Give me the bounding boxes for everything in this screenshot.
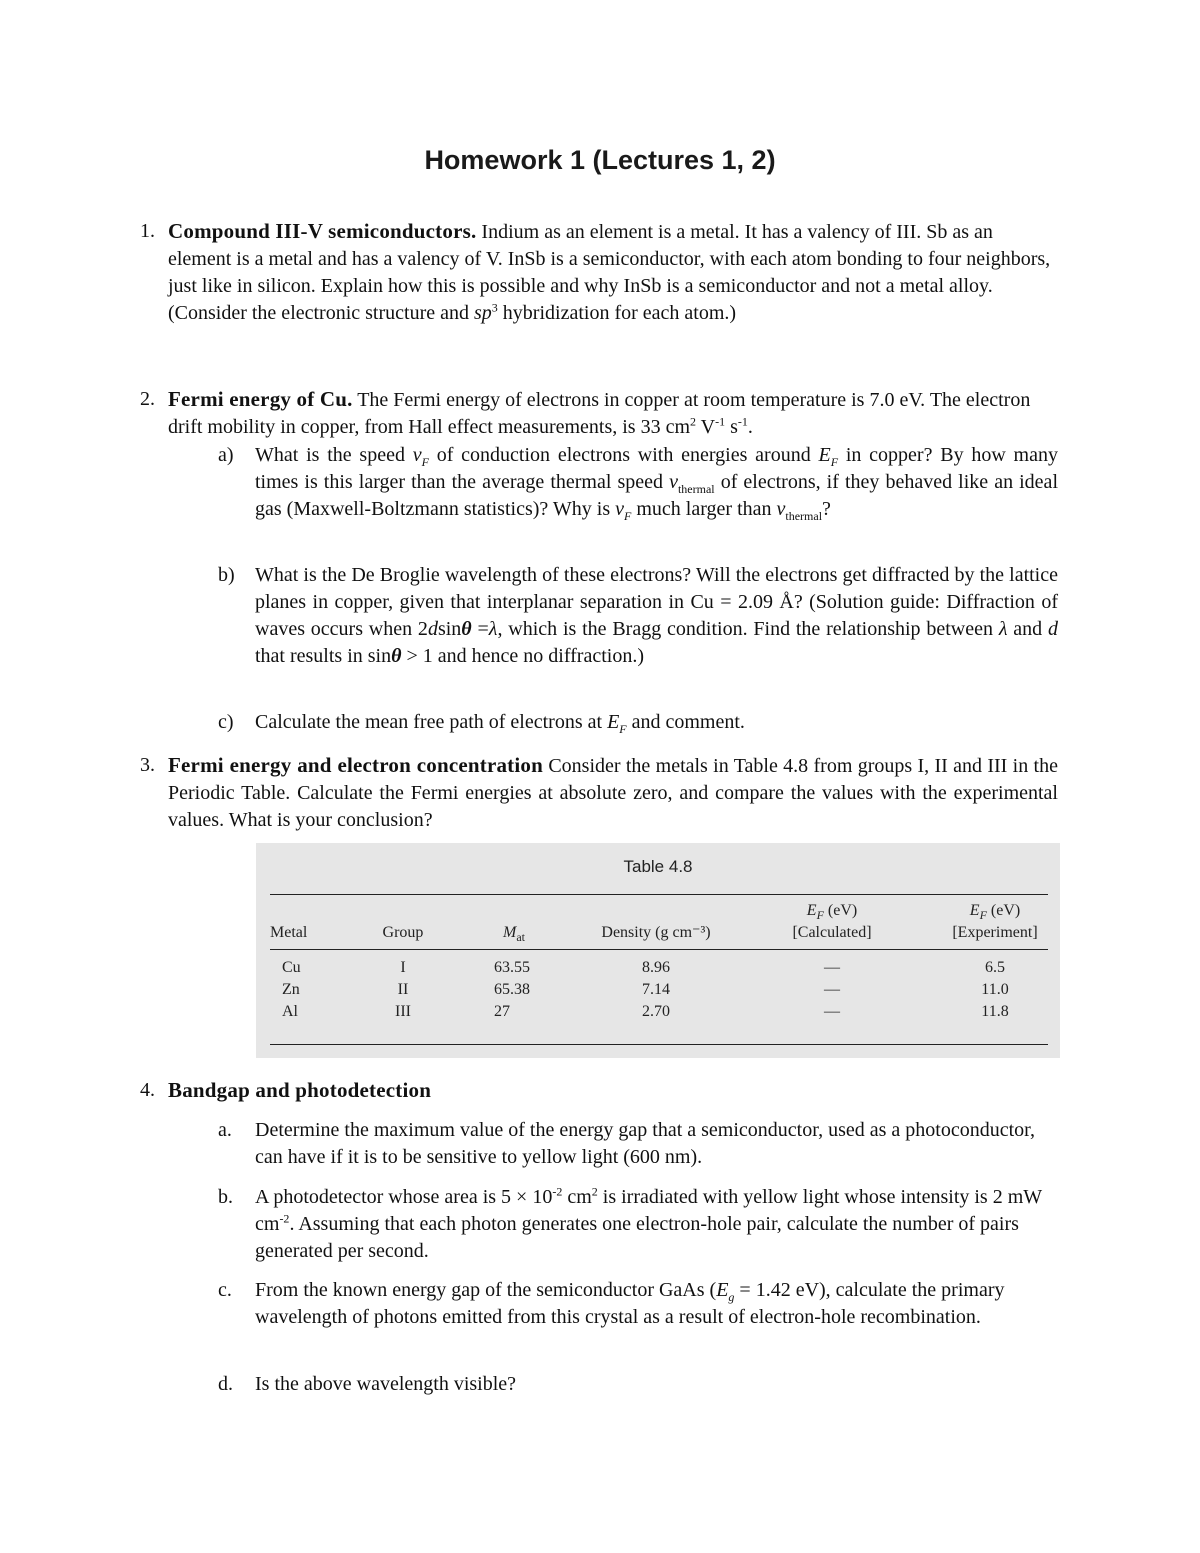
question-2-number: 2. <box>140 388 155 410</box>
unit-text: V <box>696 416 716 438</box>
question-4a-label: a. <box>218 1119 232 1141</box>
symbol-e: E <box>716 1279 729 1301</box>
header-metal: Metal <box>270 924 308 941</box>
subscript-f: F <box>830 455 839 469</box>
page-title: Homework 1 (Lectures 1, 2) <box>424 145 776 175</box>
question-2-intro: The Fermi energy of electrons in copper at room temperature is 7.0 eV. The electron drift mobility in copper, from Hall effect measurements, is 33 cm <box>168 389 1031 438</box>
question-2b-text <box>255 562 1058 670</box>
cell-group: I <box>400 959 406 976</box>
question-2a-text <box>255 442 1058 523</box>
question-2-body <box>168 386 1058 441</box>
cell-density: 7.14 <box>642 981 670 998</box>
text-run: = 1.42 eV), calculate the primary wavelength of photons emitted from this crystal as a result of electron-hole recombination. <box>255 1279 1005 1328</box>
cell-calculated: — <box>824 959 840 976</box>
question-4c-label: c. <box>218 1279 232 1301</box>
question-1-body <box>168 218 1058 327</box>
cell-mat: 27 <box>494 1003 510 1020</box>
text-run: = <box>471 618 489 640</box>
cell-calculated: — <box>824 1003 840 1020</box>
sp-term: sp <box>474 302 492 324</box>
question-2c-text <box>255 709 1058 736</box>
symbol-e: E <box>607 711 620 733</box>
subscript-f: F <box>624 509 632 523</box>
exponent: -2 <box>552 1184 563 1199</box>
subscript-f: F <box>816 908 824 923</box>
table-bottom-rule <box>270 1044 1048 1045</box>
question-4d-text: Is the above wavelength visible? <box>255 1373 517 1395</box>
symbol-e: E <box>818 444 831 466</box>
question-3-heading: Fermi energy and electron concentration <box>168 753 543 777</box>
subscript-at: at <box>516 930 525 945</box>
cell-calculated: — <box>824 981 840 998</box>
unit-text: (eV) <box>986 902 1021 919</box>
question-2-heading: Fermi energy of Cu. <box>168 387 353 411</box>
text-run: From the known energy gap of the semiconductor GaAs ( <box>255 1279 717 1301</box>
subscript-f: F <box>979 908 987 923</box>
question-4b-text <box>255 1184 1058 1265</box>
unit-superscript: -1 <box>715 414 726 429</box>
header-line: [Calculated] <box>792 924 872 941</box>
sp-superscript: 3 <box>491 300 498 315</box>
question-1-text-end: hybridization for each atom.) <box>497 302 737 324</box>
symbol-v: v <box>776 498 786 520</box>
question-1-number: 1. <box>140 220 155 242</box>
subscript-f: F <box>421 455 429 469</box>
question-4b-label: b. <box>218 1186 233 1208</box>
symbol-lambda: λ <box>488 618 498 640</box>
symbol-theta: θ <box>391 645 402 667</box>
text-run: . Assuming that each photon generates one electron-hole pair, calculate the number of pairs generated per second. <box>255 1213 1019 1262</box>
text-run: sin <box>437 618 462 640</box>
symbol-v: v <box>615 498 625 520</box>
unit-superscript: 2 <box>690 414 697 429</box>
unit-text: . <box>747 416 753 438</box>
symbol-theta: θ <box>461 618 472 640</box>
cell-density: 8.96 <box>642 959 670 976</box>
text-run: ? <box>822 498 831 520</box>
symbol-v: v <box>412 444 422 466</box>
cell-group: III <box>395 1003 411 1020</box>
unit-text: (eV) <box>823 902 858 919</box>
text-run: in copper? By how many times is this larger than the average thermal speed <box>255 444 1058 493</box>
header-density: Density (g cm⁻³) <box>601 924 711 941</box>
subscript-thermal: thermal <box>785 509 823 523</box>
exponent: 2 <box>591 1184 598 1199</box>
cell-density: 2.70 <box>642 1003 670 1020</box>
text-run: and comment. <box>626 711 745 733</box>
text-run: of conduction electrons with energies around <box>428 444 819 466</box>
text-run: that results in sin <box>255 645 392 667</box>
question-3-text: Consider the metals in Table 4.8 from groups I, II and III in the Periodic Table. Calculate the Fermi energies at absolute zero, and compare the values with the experimental values. What is your conclusion? <box>168 755 1058 831</box>
cell-metal: Zn <box>282 981 300 998</box>
cell-mat: 63.55 <box>494 959 530 976</box>
question-2b-label: b) <box>218 564 235 586</box>
text-run: much larger than <box>631 498 777 520</box>
question-2c-label: c) <box>218 711 234 733</box>
cell-metal: Al <box>282 1003 298 1020</box>
table-top-rule <box>270 894 1048 895</box>
text-run: A photodetector whose area is 5 × 10 <box>255 1186 553 1208</box>
question-4-number: 4. <box>140 1079 155 1101</box>
text-run: and <box>1007 618 1048 640</box>
cell-mat: 65.38 <box>494 981 530 998</box>
cell-metal: Cu <box>282 959 301 976</box>
header-line: [Experiment] <box>952 924 1038 941</box>
table-4-8 <box>256 843 1060 1058</box>
question-3-number: 3. <box>140 754 155 776</box>
table-header-rule <box>270 949 1048 950</box>
subscript-thermal: thermal <box>677 482 715 496</box>
question-4-heading: Bandgap and photodetection <box>168 1078 432 1102</box>
header-ef-calculated <box>776 900 888 944</box>
subscript-g: g <box>728 1290 735 1304</box>
symbol-d: d <box>427 618 438 640</box>
unit-superscript: -1 <box>737 414 748 429</box>
cell-experiment: 11.8 <box>981 1003 1009 1020</box>
cell-group: II <box>397 981 409 998</box>
question-4d-label: d. <box>218 1373 233 1395</box>
header-group: Group <box>382 924 424 941</box>
symbol-m: M <box>503 924 517 941</box>
question-4-body <box>168 1077 1058 1105</box>
text-run: > 1 and hence no diffraction.) <box>401 645 644 667</box>
cell-experiment: 6.5 <box>985 959 1005 976</box>
symbol-lambda: λ <box>998 618 1008 640</box>
question-2a-label: a) <box>218 444 234 466</box>
header-mat <box>494 922 534 944</box>
text-run: of electrons, if they behaved like an ideal gas (Maxwell-Boltzmann statistics)? Why is <box>255 471 1058 520</box>
symbol-e: E <box>969 902 980 919</box>
symbol-e: E <box>806 902 817 919</box>
question-1-heading: Compound III-V semiconductors. <box>168 219 477 243</box>
question-4c-text <box>255 1277 1058 1331</box>
question-1-text: Indium as an element is a metal. It has a valency of III. Sb as an element is a metal and has a valency of V. InSb is a semiconductor, with each atom bonding to four neighbors, just like in silicon. Explain how this is possible and why InSb is a semiconductor and not a metal alloy. (Consider the electronic structure and <box>168 221 1051 324</box>
unit-text: s <box>725 416 738 438</box>
subscript-f: F <box>619 722 627 736</box>
header-ef-experiment <box>939 900 1051 944</box>
question-4a-text: Determine the maximum value of the energy gap that a semiconductor, used as a photoconductor, can have if it is to be sensitive to yellow light (600 nm). <box>255 1119 1036 1168</box>
question-3-body <box>168 752 1058 834</box>
symbol-d: d <box>1048 618 1058 640</box>
text-run: is irradiated with yellow light whose intensity is 2 mW cm <box>255 1186 1042 1235</box>
text-run: Calculate the mean free path of electrons at <box>255 711 608 733</box>
cell-experiment: 11.0 <box>981 981 1009 998</box>
text-run: cm <box>562 1186 592 1208</box>
symbol-v: v <box>669 471 678 493</box>
exponent: -2 <box>279 1211 290 1226</box>
table-caption: Table 4.8 <box>623 857 693 876</box>
text-run: , which is the Bragg condition. Find the relationship between <box>497 618 999 640</box>
text-run: What is the speed <box>255 444 413 466</box>
text-run: What is the De Broglie wavelength of these electrons? Will the electrons get diffracted by the lattice planes in copper, given that interplanar separation in Cu = 2.09 Å? (Solution guide: Diffraction of waves occurs when 2 <box>255 564 1058 640</box>
